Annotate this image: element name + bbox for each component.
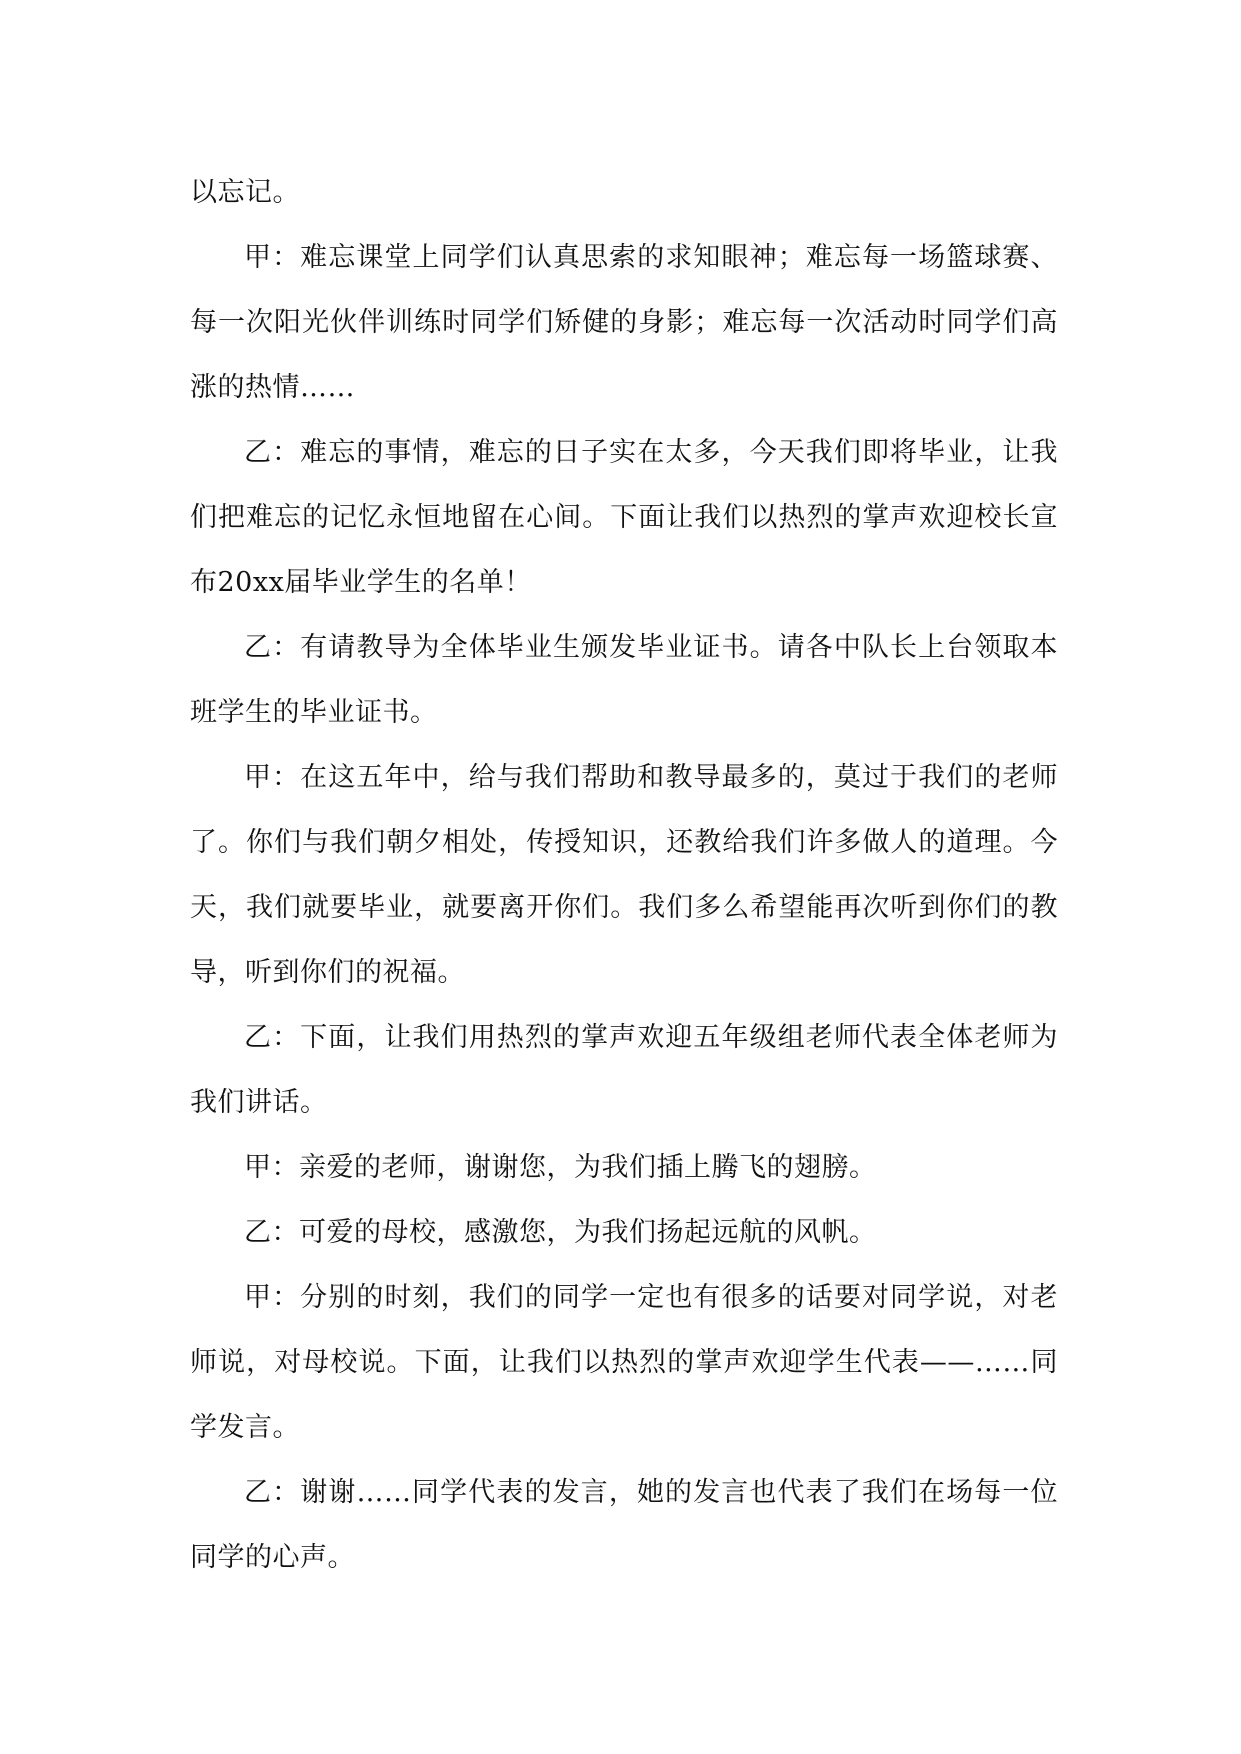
paragraph-jia-memories: 甲：难忘课堂上同学们认真思索的求知眼神；难忘每一场篮球赛、每一次阳光伙伴训练时同学们矫健的身影；难忘每一次活动时同学们高涨的热情…… [190, 242, 1058, 403]
paragraph-jia-thanks-teacher: 甲：亲爱的老师，谢谢您，为我们插上腾飞的翅膀。 [244, 1152, 877, 1183]
paragraph-jia-student-speech: 甲：分别的时刻，我们的同学一定也有很多的话要对同学说，对老师说，对母校说。下面，让我们以热烈的掌声欢迎学生代表——……同学发言。 [190, 1282, 1058, 1443]
paragraph-yi-teacher-speech: 乙：下面，让我们用热烈的掌声欢迎五年级组老师代表全体老师为我们讲话。 [190, 1022, 1058, 1118]
paragraph-jia-teachers: 甲：在这五年中，给与我们帮助和教导最多的，莫过于我们的老师了。你们与我们朝夕相处，传授知识，还教给我们许多做人的道理。今天，我们就要毕业，就要离开你们。我们多么希望能再次听到你们的教导，听到你们的祝福。 [190, 762, 1058, 988]
paragraph-yi-thanks-speech: 乙：谢谢……同学代表的发言，她的发言也代表了我们在场每一位同学的心声。 [190, 1477, 1058, 1573]
paragraph-yi-thanks-school: 乙：可爱的母校，感激您，为我们扬起远航的风帆。 [244, 1217, 877, 1248]
paragraph-yi-certificates: 乙：有请教导为全体毕业生颁发毕业证书。请各中队长上台领取本班学生的毕业证书。 [190, 632, 1058, 728]
document-body [190, 160, 1058, 1590]
paragraph-continuation: 以忘记。 [190, 177, 300, 208]
paragraph-yi-graduation-list: 乙：难忘的事情，难忘的日子实在太多，今天我们即将毕业，让我们把难忘的记忆永恒地留在心间。下面让我们以热烈的掌声欢迎校长宣布20xx届毕业学生的名单！ [190, 437, 1058, 598]
